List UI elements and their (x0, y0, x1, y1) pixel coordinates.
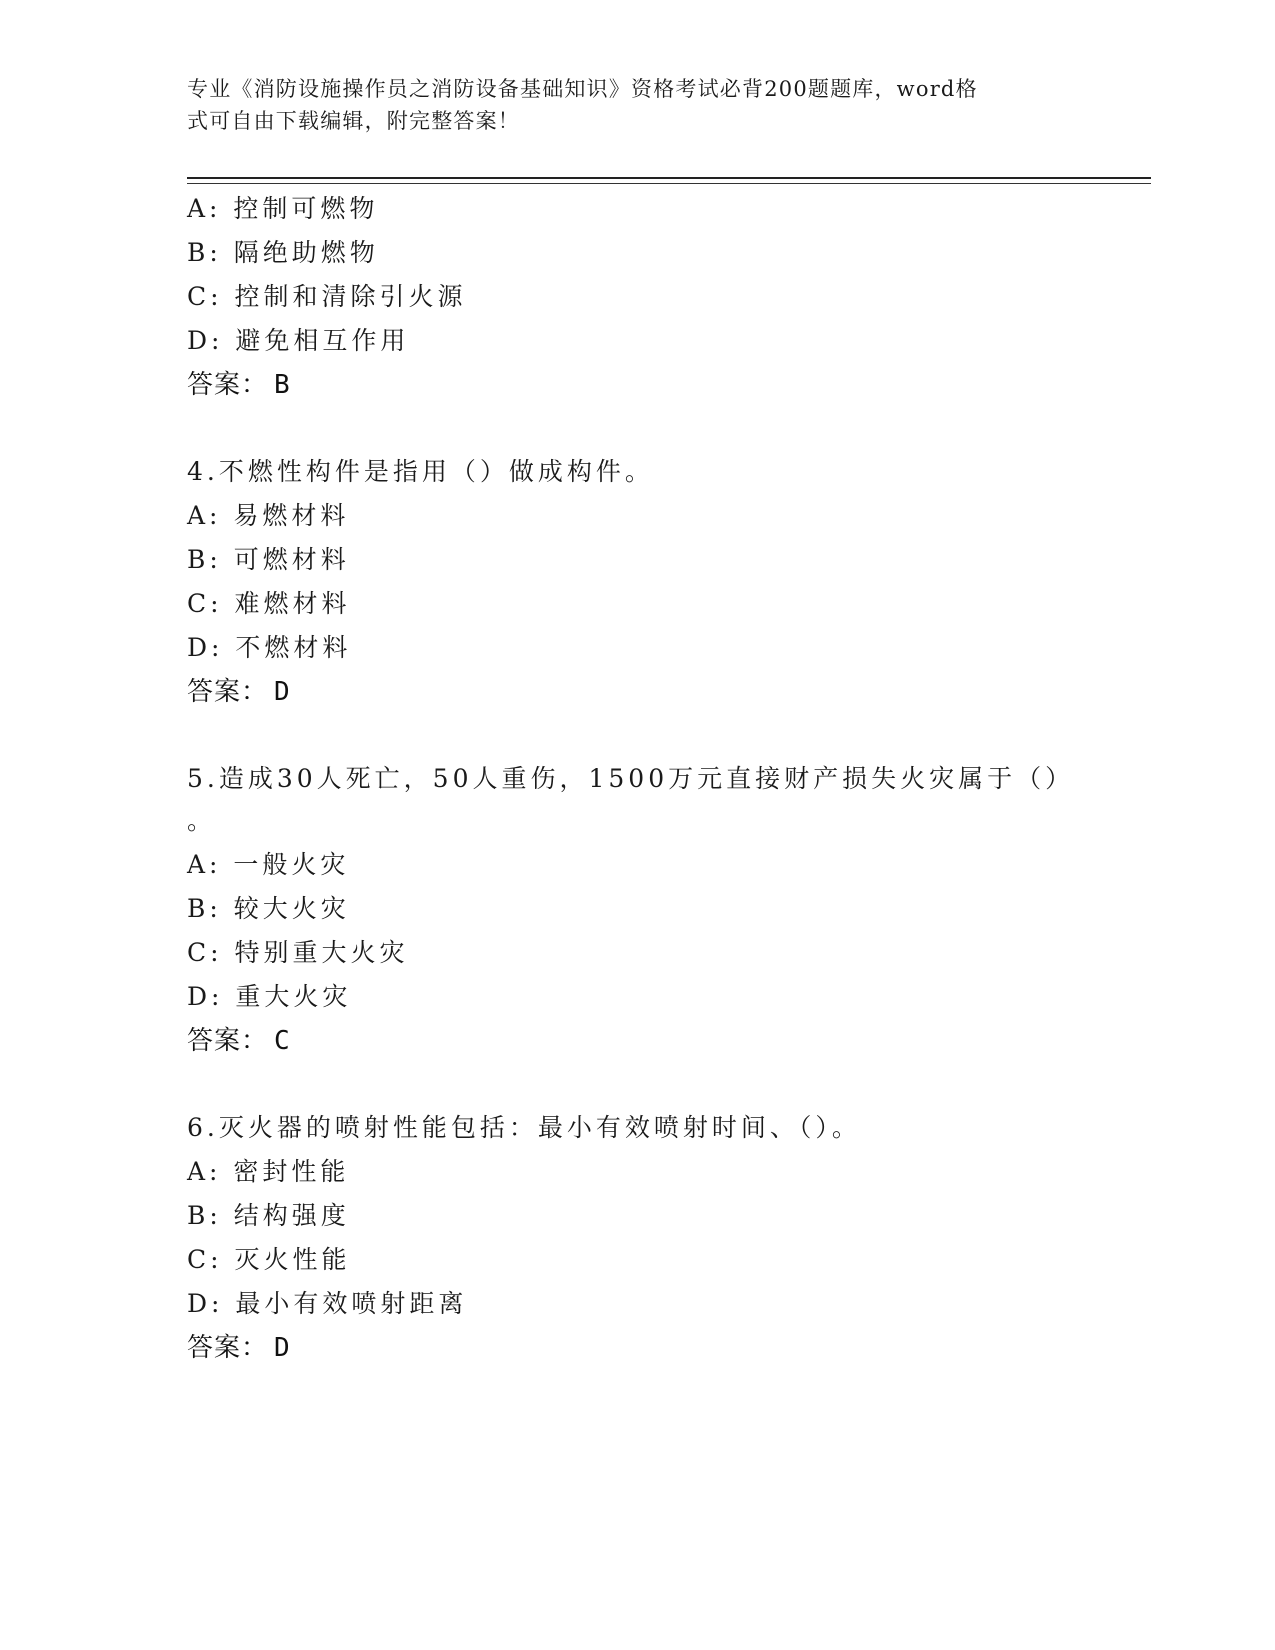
q3-answer (187, 369, 291, 401)
q5-option-b: B: 较大火灾 (187, 894, 350, 923)
q5-option-c: C: 特别重大火灾 (187, 938, 409, 967)
q3-option-b: B: 隔绝助燃物 (187, 238, 379, 267)
q6-option-b: B: 结构强度 (187, 1201, 350, 1230)
q5-question-continued: 。 (187, 806, 217, 835)
q6-option-a: A: 密封性能 (187, 1157, 350, 1186)
document-header (187, 73, 1067, 137)
q5-answer (187, 1025, 291, 1057)
q6-answer-label: 答案： (187, 1333, 269, 1363)
q6-question: 6.灭火器的喷射性能包括：最小有效喷射时间、（）。 (187, 1113, 861, 1142)
q5-question: 5.造成30人死亡，50人重伤，1500万元直接财产损失火灾属于（） (187, 764, 1075, 793)
header-title-line-2: 式可自由下载编辑，附完整答案！ (187, 109, 520, 133)
header-title-line-1: 专业《消防设施操作员之消防设备基础知识》资格考试必背200题题库，word格 (187, 77, 978, 101)
q6-option-c: C: 灭火性能 (187, 1245, 351, 1274)
q4-option-a: A: 易燃材料 (187, 501, 350, 530)
q4-answer-label: 答案： (187, 677, 269, 707)
q5-answer-key: C (274, 1026, 291, 1056)
q6-option-d: D: 最小有效喷射距离 (187, 1289, 468, 1318)
q6-answer (187, 1332, 291, 1364)
q3-option-a: A: 控制可燃物 (187, 194, 379, 223)
q3-option-d: D: 避免相互作用 (187, 326, 410, 355)
q5-answer-label: 答案： (187, 1026, 269, 1056)
q5-option-a: A: 一般火灾 (187, 850, 350, 879)
header-divider-thick (187, 177, 1151, 179)
q4-answer-key: D (274, 677, 291, 707)
q3-option-c: C: 控制和清除引火源 (187, 282, 467, 311)
q5-option-d: D: 重大火灾 (187, 982, 352, 1011)
q6-answer-key: D (274, 1333, 291, 1363)
q4-option-d: D: 不燃材料 (187, 633, 352, 662)
q4-answer (187, 676, 291, 708)
header-divider-thin (187, 183, 1151, 184)
q4-option-b: B: 可燃材料 (187, 545, 350, 574)
q3-answer-key: B (274, 370, 291, 400)
q4-question: 4.不燃性构件是指用（）做成构件。 (187, 457, 654, 486)
q3-answer-label: 答案： (187, 370, 269, 400)
q4-option-c: C: 难燃材料 (187, 589, 351, 618)
